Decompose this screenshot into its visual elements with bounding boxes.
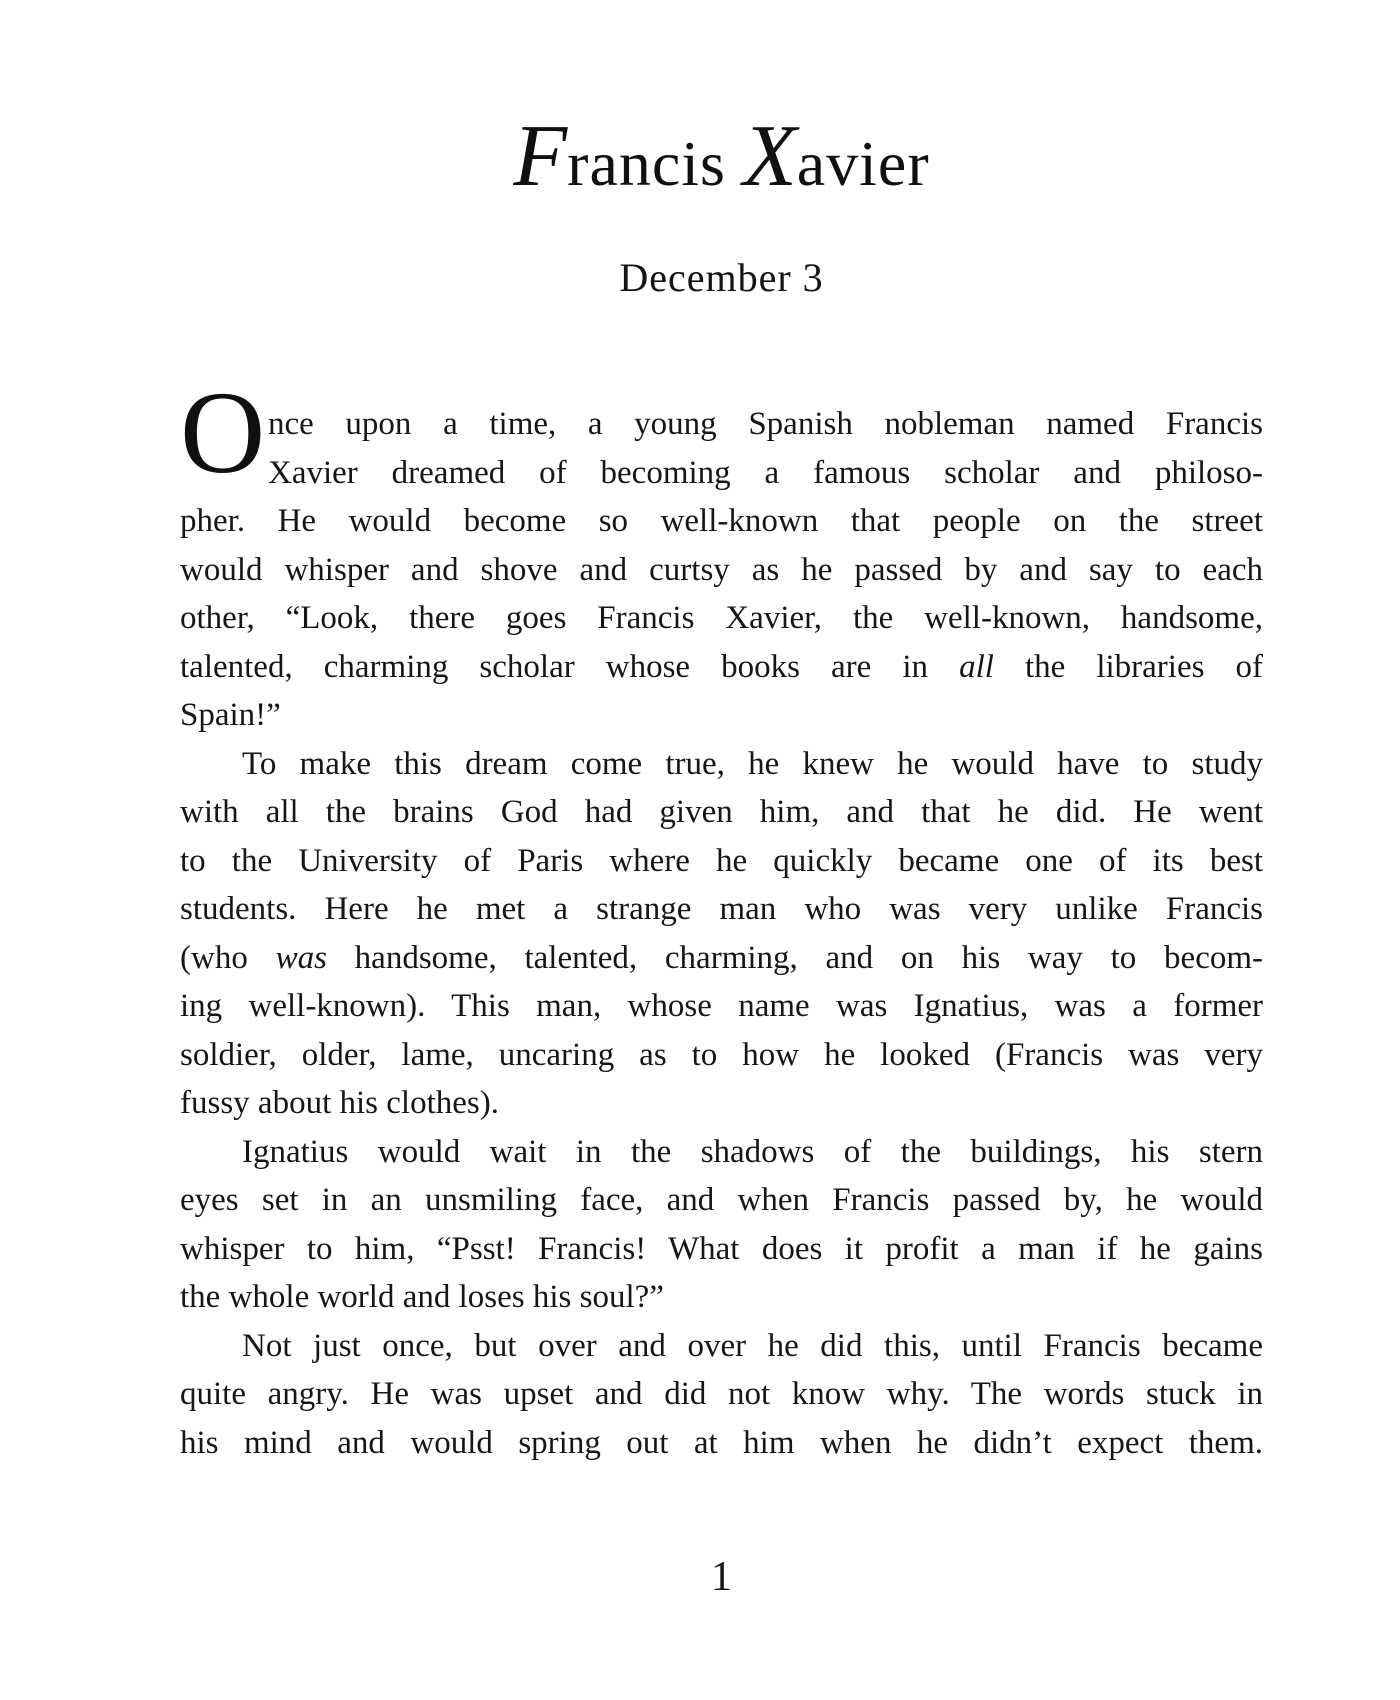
page-body	[180, 367, 1263, 1467]
chapter-title-text: rancis	[567, 128, 726, 199]
paragraph	[180, 367, 1263, 740]
text-line: Not just once, but over and over he did this, until Francis became	[242, 1327, 1263, 1364]
italic-text: all	[959, 648, 994, 685]
text-line: soldier, older, lame, uncaring as to how he looked (Francis was very	[180, 1036, 1263, 1073]
text-line: pher. He would become so well-known that people on the street	[180, 503, 1263, 539]
paragraph	[180, 740, 1263, 1128]
page-number: 1	[711, 1554, 732, 1600]
text-line: with all the brains God had given him, and that he did. He went	[180, 794, 1263, 830]
text-line: other, “Look, there goes Francis Xavier, the well-known, handsome,	[180, 600, 1263, 636]
chapter-title-initial-f: F	[513, 108, 568, 205]
text-line: eyes set in an unsmiling face, and when Francis passed by, he would	[180, 1182, 1263, 1218]
text-line: the whole world and loses his soul?”	[180, 1279, 664, 1315]
text-line: nce upon a time, a young Spanish nobleman named Francis	[268, 406, 1263, 442]
text-line: To make this dream come true, he knew he would have to study	[242, 745, 1263, 782]
text-line: would whisper and shove and curtsy as he passed by and say to each	[180, 551, 1263, 588]
text-line: students. Here he met a strange man who was very unlike Francis	[180, 891, 1263, 927]
text-line: to the University of Paris where he quickly became one of its best	[180, 842, 1263, 879]
italic-text: was	[275, 939, 327, 976]
text-line: Ignatius would wait in the shadows of the buildings, his stern	[242, 1133, 1263, 1170]
text-line: ing well-known). This man, whose name was Ignatius, was a former	[180, 988, 1263, 1024]
text-line: quite angry. He was upset and did not know why. The words stuck in	[180, 1376, 1263, 1412]
text-line: talented, charming scholar whose books are in all the libraries of	[180, 648, 1263, 685]
chapter-title	[180, 108, 1263, 205]
text-line: his mind and would spring out at him when he didn’t expect them.	[180, 1424, 1263, 1461]
text-line: Spain!”	[180, 697, 281, 733]
text-line: (who was handsome, talented, charming, and on his way to becom-	[180, 939, 1263, 976]
text-line: whisper to him, “Psst! Francis! What does it profit a man if he gains	[180, 1230, 1263, 1267]
feast-date: December 3	[619, 255, 824, 300]
paragraph	[180, 1128, 1263, 1322]
chapter-title-space	[726, 128, 743, 199]
chapter-title-initial-x: X	[742, 108, 797, 205]
chapter-title-text: avier	[796, 128, 930, 199]
drop-cap: O	[180, 367, 266, 498]
text-line: fussy about his clothes).	[180, 1085, 499, 1121]
paragraph	[180, 1322, 1263, 1468]
text-line: Xavier dreamed of becoming a famous scholar and philoso-	[268, 454, 1263, 491]
